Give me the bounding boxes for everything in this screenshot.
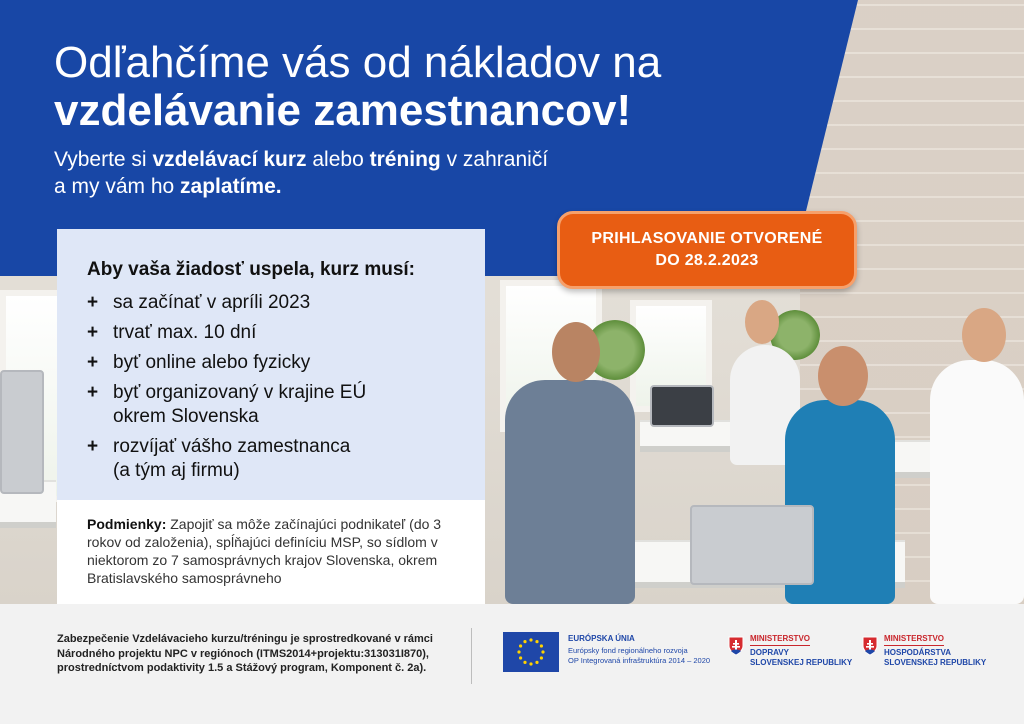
- list-item-text: byť online alebo fyzicky: [113, 352, 311, 373]
- list-item-line: (a tým aj firmu): [113, 460, 240, 481]
- ministry-line3: SLOVENSKEJ REPUBLIKY: [884, 658, 987, 667]
- badge-line1: PRIHLASOVANIE OTVORENÉ: [591, 230, 823, 247]
- ministry-line2: DOPRAVY: [750, 648, 789, 657]
- plus-icon: +: [87, 352, 99, 373]
- subheadline-text: v zahraničí: [440, 148, 549, 171]
- eu-line2: OP Integrovaná infraštruktúra 2014 – 2020: [568, 656, 711, 665]
- ministry-line3: SLOVENSKEJ REPUBLIKY: [750, 658, 853, 667]
- footer-divider: [471, 628, 472, 684]
- laptop: [650, 385, 714, 427]
- conditions-text: Zapojiť sa môže začínajúci podnikateľ (do 3 rokov od založenia), spĺňajúci definíciu MSP, so sídlom v niektorom zo 7 samosprávnych krajov Slovenska, okrem Bratislavského samosprávneho: [87, 516, 442, 586]
- footer-text: Zabezpečenie Vzdelávacieho kurzu/tréningu je sprostredkované v rámci Národného projektu NPC v regiónoch (ITMS2014+projektu:313031I870), prostredníctvom podaktivity 1.5 a Stážový program, Komponent č. 2a).: [57, 633, 433, 674]
- eu-flag-icon: [503, 632, 559, 672]
- slovak-crest-icon: [862, 636, 878, 656]
- subheadline-bold: tréning: [369, 148, 441, 171]
- badge-line2: DO 28.2.2023: [655, 252, 759, 269]
- footer: [0, 604, 1024, 724]
- plus-icon: +: [87, 292, 99, 313]
- ministry-line2: HOSPODÁRSTVA: [884, 648, 951, 657]
- list-item: [87, 381, 485, 429]
- requirements-box: [57, 229, 485, 500]
- ministry-line1: MINISTERSTVO: [750, 634, 810, 646]
- conditions-box: [57, 500, 485, 604]
- requirements-title: Aby vaša žiadosť uspela, kurz musí:: [87, 259, 415, 280]
- plus-icon: +: [87, 322, 99, 343]
- ministry-name: [884, 634, 986, 668]
- laptop: [690, 505, 814, 585]
- person: [505, 380, 635, 604]
- list-item-line: okrem Slovenska: [113, 406, 259, 427]
- laptop: [0, 370, 44, 494]
- plus-icon: +: [87, 436, 99, 457]
- list-item: [87, 351, 485, 375]
- ministry-name: [750, 634, 852, 668]
- eu-title: EURÓPSKA ÚNIA: [568, 634, 635, 643]
- list-item-text: sa začínať v apríli 2023: [113, 292, 311, 313]
- list-item-text: trvať max. 10 dní: [113, 322, 257, 343]
- person: [930, 360, 1024, 604]
- person-head: [745, 300, 779, 344]
- slovak-crest-icon: [728, 636, 744, 656]
- subheadline-bold: zaplatíme.: [180, 175, 282, 198]
- eu-line1: Európsky fond regionálneho rozvoja: [568, 646, 688, 655]
- list-item-line: rozvíjať vášho zamestnanca: [113, 436, 351, 457]
- headline-line1: Odľahčíme vás od nákladov na: [54, 38, 662, 87]
- subheadline-text: a my vám ho: [54, 175, 181, 198]
- list-item-text: [113, 435, 350, 483]
- subheadline-text: alebo: [306, 148, 370, 171]
- eu-fund-label: [568, 634, 710, 666]
- list-item: [87, 291, 485, 315]
- subheadline: [54, 146, 548, 200]
- ministry-line1: MINISTERSTVO: [884, 634, 944, 646]
- person-head: [552, 322, 600, 382]
- subheadline-text: Vyberte si: [54, 148, 153, 171]
- registration-badge: [557, 211, 857, 289]
- subheadline-bold: vzdelávací kurz: [152, 148, 307, 171]
- plus-icon: +: [87, 382, 99, 403]
- headline-line2: vzdelávanie zamestnancov!: [54, 86, 632, 135]
- list-item-text: [113, 381, 366, 429]
- requirements-list: [87, 291, 485, 483]
- list-item: [87, 321, 485, 345]
- list-item: [87, 435, 485, 483]
- person-head: [962, 308, 1006, 362]
- conditions-label: Podmienky:: [87, 516, 167, 532]
- list-item-line: byť organizovaný v krajine EÚ: [113, 382, 367, 403]
- person-head: [818, 346, 868, 406]
